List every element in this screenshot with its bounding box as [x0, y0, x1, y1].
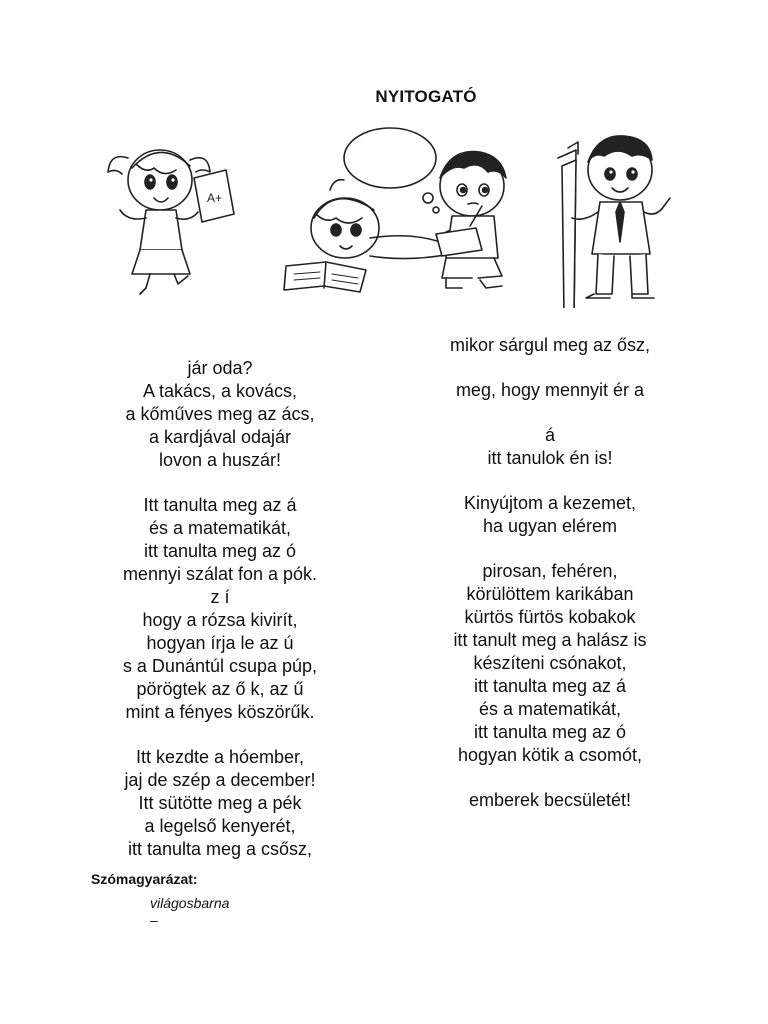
- poem-line: A takács, a kovács,: [142, 381, 298, 401]
- poem-line: meg, hogy mennyit ér a: [455, 380, 645, 400]
- poem-line: a legelső kenyerét,: [144, 816, 296, 836]
- poem-line: mennyi szálat fon a pók.: [122, 564, 318, 584]
- poem-line: mint a fényes köszörűk.: [125, 702, 315, 722]
- boy-writing-icon: [436, 152, 506, 288]
- poem-line: z í: [210, 587, 230, 607]
- poem-right-column: [430, 334, 670, 812]
- poem-line: á: [544, 425, 555, 445]
- poem-line: itt tanulta meg az ó: [143, 541, 297, 561]
- poem-line: pirosan, fehéren,: [482, 561, 618, 581]
- poem-line: mikor sárgul meg az ősz,: [449, 335, 651, 355]
- poem-line: Itt sütötte meg a pék: [138, 793, 302, 813]
- poem-line: és a matematikát,: [148, 518, 292, 538]
- girl-with-paper-icon: [108, 150, 234, 294]
- poem-line: Kinyújtom a kezemet,: [463, 493, 637, 513]
- glossary-item: világosbarna: [150, 895, 230, 911]
- children-illustration: [90, 118, 690, 308]
- poem-line: [430, 538, 670, 560]
- poem-line: Itt tanulta meg az á: [143, 495, 297, 515]
- poem-line: [430, 470, 670, 492]
- poem-line: kürtös fürtös kobakok: [464, 607, 636, 627]
- poem-line: hogy a rózsa kivirít,: [142, 610, 298, 630]
- poem-line: [430, 402, 670, 424]
- poem-line: lovon a huszár!: [158, 450, 282, 470]
- poem-line: [100, 472, 340, 494]
- poem-line: [430, 767, 670, 789]
- poem-line: körülöttem karikában: [466, 584, 634, 604]
- poem-line: hogyan írja le az ú: [146, 633, 294, 653]
- poem-line: pörögtek az ő k, az ű: [136, 679, 304, 699]
- glossary-item: –: [150, 912, 158, 928]
- poem-line: Itt kezdte a hóember,: [135, 747, 305, 767]
- poem-line: [430, 357, 670, 379]
- poem-line: a kardjával odajár: [148, 427, 292, 447]
- paper-mark: A+: [207, 191, 223, 205]
- glossary-title: Szómagyarázat:: [91, 871, 198, 887]
- poem-line: itt tanult meg a halász is: [453, 630, 647, 650]
- boy-with-pencil-icon: [558, 136, 670, 308]
- poem-line: itt tanulok én is!: [487, 448, 613, 468]
- poem-line: itt tanulta meg a csősz,: [127, 839, 313, 859]
- poem-line: hogyan kötik a csomót,: [457, 745, 643, 765]
- poem-line: emberek becsületét!: [468, 790, 632, 810]
- poem-line: itt tanulta meg az ó: [473, 722, 627, 742]
- poem-left-column: [100, 357, 340, 861]
- poem-line: s a Dunántúl csupa púp,: [122, 656, 318, 676]
- page-title: NYITOGATÓ: [375, 87, 477, 106]
- poem-line: itt tanulta meg az á: [473, 676, 627, 696]
- poem-line: jár oda?: [187, 358, 253, 378]
- poem-line: ha ugyan elérem: [482, 516, 618, 536]
- poem-line: jaj de szép a december!: [124, 770, 316, 790]
- poem-line: és a matematikát,: [478, 699, 622, 719]
- poem-line: készíteni csónakot,: [473, 653, 627, 673]
- poem-line: a kőműves meg az ács,: [125, 404, 315, 424]
- poem-line: [100, 724, 340, 746]
